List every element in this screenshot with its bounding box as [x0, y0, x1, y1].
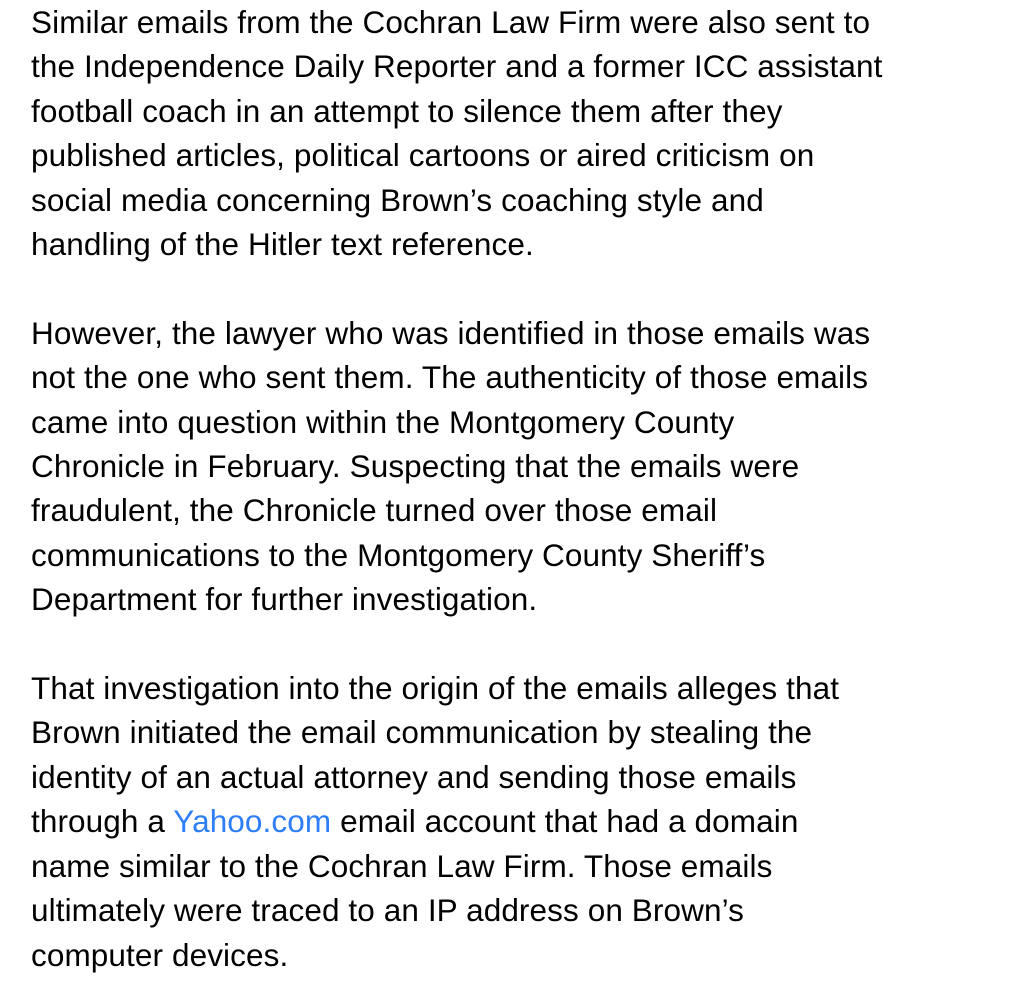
text-line: That investigation into the origin of the emails alleges that	[31, 670, 840, 707]
text-line: identity of an actual attorney and sending those emails	[31, 758, 797, 795]
text-line: computer devices.	[31, 936, 289, 973]
text-line: published articles, political cartoons or aired criticism on	[31, 137, 815, 174]
text-line: football coach in an attempt to silence them after they	[31, 92, 783, 129]
link-line-prefix: through a	[31, 803, 174, 840]
text-line-with-link	[31, 799, 1006, 843]
text-line: Department for further investigation.	[31, 581, 538, 618]
text-line: However, the lawyer who was identified in those emails was	[31, 314, 871, 351]
text-line: handling of the Hitler text reference.	[31, 226, 534, 263]
text-line: ultimately were traced to an IP address on Brown’s	[31, 892, 744, 929]
article-body	[31, 0, 1006, 977]
yahoo-link[interactable]: Yahoo.com	[173, 803, 332, 840]
text-line: the Independence Daily Reporter and a former ICC assistant	[31, 48, 883, 85]
text-line: fraudulent, the Chronicle turned over those email	[31, 492, 718, 529]
text-line: Chronicle in February. Suspecting that the emails were	[31, 448, 800, 485]
paragraph-1	[31, 0, 1006, 266]
text-line: communications to the Montgomery County Sheriff’s	[31, 536, 766, 573]
text-line: name similar to the Cochran Law Firm. Those emails	[31, 847, 773, 884]
text-line: social media concerning Brown’s coaching style and	[31, 181, 764, 218]
text-line: Similar emails from the Cochran Law Firm were also sent to	[31, 4, 871, 40]
text-line: not the one who sent them. The authenticity of those emails	[31, 359, 869, 396]
text-line: came into question within the Montgomery County	[31, 403, 735, 440]
text-line: Brown initiated the email communication by stealing the	[31, 714, 813, 751]
link-line-suffix: email account that had a domain	[331, 803, 799, 840]
paragraph-3	[31, 666, 1006, 977]
paragraph-2	[31, 311, 1006, 622]
